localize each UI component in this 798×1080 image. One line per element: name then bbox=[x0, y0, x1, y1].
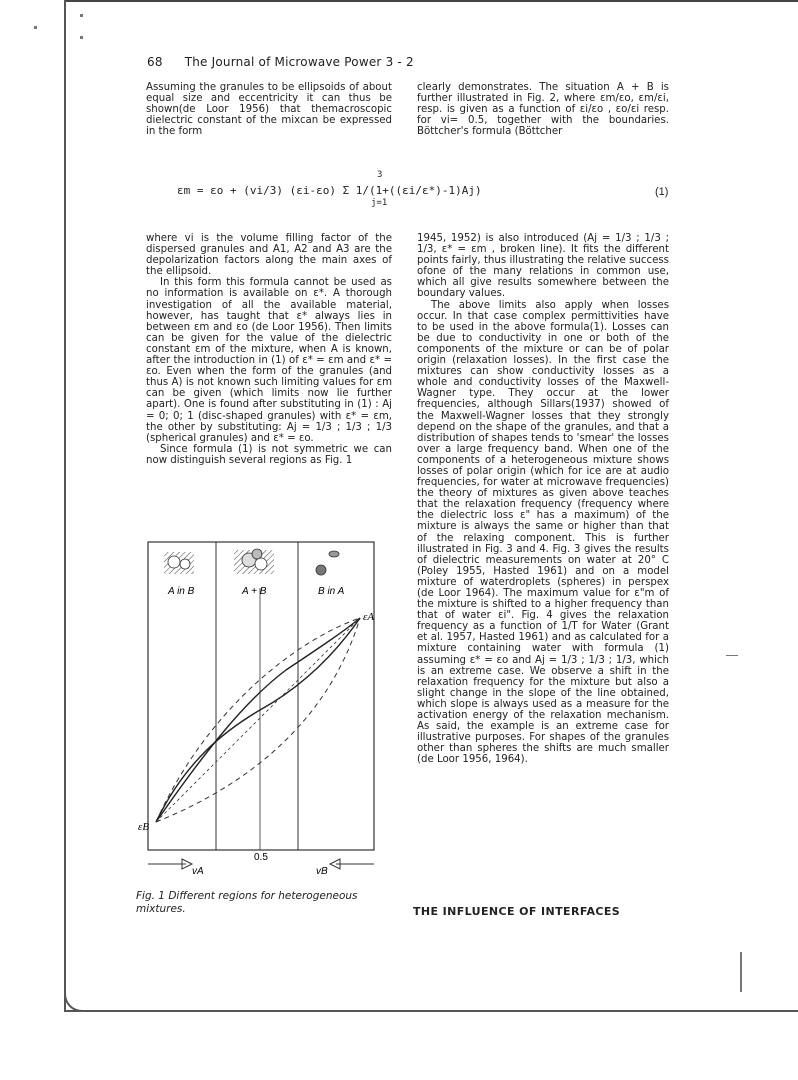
caption-label: Fig. 1 bbox=[136, 890, 165, 902]
caption-text: Different regions for heterogeneous mixtures. bbox=[136, 890, 358, 915]
granule-icon-b-in-a bbox=[316, 551, 339, 575]
column-left bbox=[146, 233, 392, 466]
label-v-a: vA bbox=[192, 866, 204, 877]
region-label-a-plus-b: A + B bbox=[242, 586, 267, 597]
scan-speck bbox=[34, 26, 37, 29]
figure-caption bbox=[136, 890, 396, 916]
label-eps-a: εA bbox=[363, 611, 375, 623]
scan-frame-top bbox=[64, 0, 798, 2]
scan-speck bbox=[80, 36, 83, 39]
paragraph: Since formula (1) is not symmetric we can now distinguish several regions as Fig. 1 bbox=[146, 443, 392, 466]
linear-reference bbox=[156, 618, 360, 822]
sum-upper-limit: 3 bbox=[377, 170, 383, 180]
granule-icon-a-plus-b bbox=[234, 549, 274, 574]
scan-frame-bottom bbox=[64, 1010, 798, 1012]
scan-frame-corner bbox=[64, 990, 86, 1012]
region-label-a-in-b: A in B bbox=[168, 586, 195, 597]
running-header bbox=[147, 55, 414, 69]
paragraph: Assuming the granules to be ellipsoids of about equal size and eccentricity it can thus be shown(de Loor 1956) that themacroscopic dielectric constant of the mixcan be expressed in the form bbox=[146, 82, 392, 138]
scan-mark-right bbox=[740, 952, 742, 992]
label-mid: 0.5 bbox=[254, 852, 268, 863]
paragraph: 1945, 1952) is also introduced (Aj = 1/3 ; 1/3 ; 1/3, ε* = εm , broken line). It fits the different points fairly, thus illustrating the relative success ofone of the many relations in common use, which all give results somewhere between the boundary values. bbox=[417, 233, 669, 300]
paragraph: The above limits also apply when losses occur. In that case complex permittivities have to be used in the above formula(1). Losses can be due to conductivity in one or both of the components of the mixture or can be of polar origin (relaxation losses). In the first case the mixtures can show conductivity losses as a whole and conductivity losses of the Maxwell-Wagner type. They occur at the lower frequencies, although Sillars(1937) showed of the Maxwell-Wagner losses that they strongly depend on the shape of the granules, and that a distribution of shapes tends to 'smear' the losses over a large frequency band. When one of the components of a heterogeneous mixture shows losses of polar origin (which for ice are at audio frequencies, for water at microwave frequencies) the theory of mixtures as given above teaches that the relaxation frequency (frequency where the dielectric loss ε" has a maximum) of the mixture is always the same or higher than that of the relaxing component. This is further illustrated in Fig. 3 and 4. Fig. 3 gives the results of dielectric measurements on water at 20° C (Poley 1955, Hasted 1961) and on a model mixture of waterdroplets (spheres) in perspex (de Loor 1964). The maximum value for ε"m of the mixture is shifted to a higher frequency than that of water εi". Fig. 4 gives the relaxation frequency as a function of 1/T for Water (Grant et al. 1957, Hasted 1961) and as calculated for a mixture containing water with formula (1) assuming ε* = εo and Aj = 1/3 ; 1/3 ; 1/3, which is an extreme case. We observe a shift in the relaxation frequency for the mixture but also a slight change in the slope of the line obtained, which slope is always used as a measure for the activation energy of the relaxation mechanism. As said, the example is an extreme case for illustrative purposes. For shapes of the granules other than spheres the shifts are much smaller (de Loor 1956, 1964). bbox=[417, 299, 669, 766]
label-v-b: vB bbox=[316, 866, 328, 877]
scan-frame-left bbox=[64, 0, 66, 1012]
journal-title: The Journal of Microwave Power 3 - 2 bbox=[184, 55, 414, 69]
paragraph: where vi is the volume filling factor of the dispersed granules and A1, A2 and A3 are the depolarization factors along the main axes of the ellipsoid. bbox=[146, 233, 392, 278]
scan-dash-right bbox=[726, 655, 738, 656]
paragraph: clearly demonstrates. The situation A + B is further illustrated in Fig. 2, where εm/εo, εm/εi, resp. is given as a function of εi/εo , εo/εi resp. for vi= 0.5, together with the boundaries. Böttcher's formula (Böttcher bbox=[417, 82, 669, 138]
label-eps-b: εB bbox=[138, 821, 150, 833]
paragraph: In this form this formula cannot be used as no information is available on ε*. A thorough investigation of all the available material, however, has taught that ε* always lies in between εm and εo (de Loor 1956). Then limits can be given for the value of the dielectric constant εm of the mixture, when A is known, after the introduction in (1) of ε* = εm and ε* = εo. Even when the form of the granules (and thus A) is not known such limiting values for εm can be given (which limits now lie further apart). One is found after substituting in (1) : Aj = 0; 0; 1 (disc-shaped granules) with ε* = εm, the other by substituting: Aj = 1/3 ; 1/3 ; 1/3 (spherical granules) and ε* = εo. bbox=[146, 277, 392, 444]
equation-1 bbox=[177, 168, 677, 214]
region-label-b-in-a: B in A bbox=[318, 586, 345, 597]
column-right bbox=[417, 233, 669, 766]
figure-1-diagram bbox=[138, 540, 376, 880]
granule-icon-a-in-b bbox=[164, 552, 194, 574]
section-heading: THE INFLUENCE OF INTERFACES bbox=[413, 905, 621, 918]
equation-number: (1) bbox=[655, 186, 669, 198]
column-right-top bbox=[417, 82, 669, 137]
page-number: 68 bbox=[147, 55, 163, 69]
column-left-top bbox=[146, 82, 392, 137]
equation-body: εm = εo + (vi/3) (εi-εo) Σ 1/(1+((εi/ε*)-1)Aj) bbox=[177, 184, 482, 197]
scan-speck bbox=[80, 14, 83, 17]
sum-lower-limit: j=1 bbox=[371, 198, 388, 208]
